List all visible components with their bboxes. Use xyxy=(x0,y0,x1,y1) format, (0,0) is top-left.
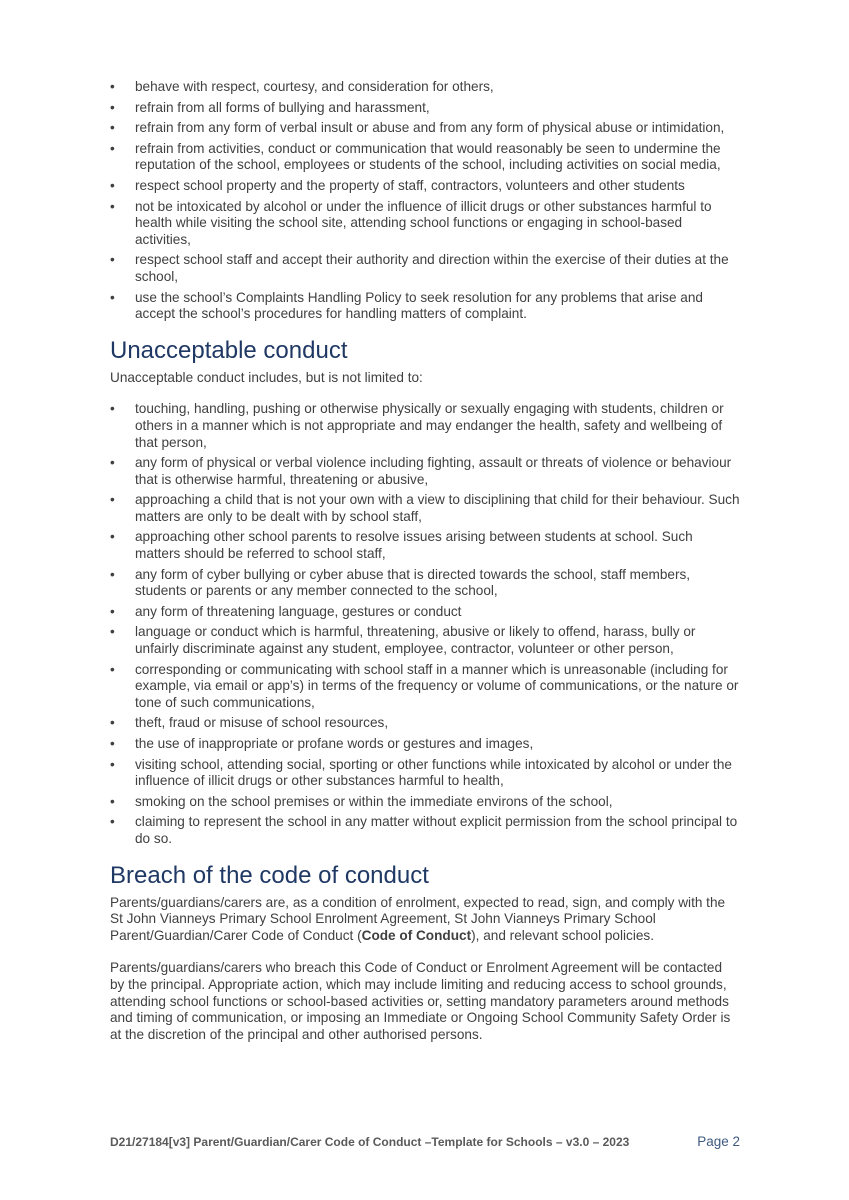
list-item xyxy=(110,529,740,562)
bullet-marker: • xyxy=(110,624,115,640)
bullet-marker: • xyxy=(110,120,115,136)
list-item-text: refrain from any form of verbal insult or abuse and from any form of physical abuse or intimidation, xyxy=(135,120,725,136)
bullet-marker: • xyxy=(110,661,115,677)
bullet-marker: • xyxy=(110,79,115,94)
unacceptable-conduct-heading: Unacceptable conduct xyxy=(110,336,348,364)
list-item-text: any form of cyber bullying or cyber abuse that is directed towards the school, staff members, students or parents or any member connected to the school, xyxy=(135,566,691,599)
list-item-text: the use of inappropriate or profane words or gestures and images, xyxy=(135,736,534,751)
bullet-marker: • xyxy=(110,198,115,214)
list-item xyxy=(110,736,740,753)
list-item xyxy=(110,141,740,174)
bullet-marker: • xyxy=(110,289,115,305)
list-item xyxy=(110,455,740,488)
breach-paragraph-1-pre: Parents/guardians/carers are, as a condition of enrolment, expected to read, sign, and comply with the St John Vianneys Primary School Enrolment Agreement, St John Vianneys Primary School Parent/Guardian/Carer Code of Conduct ( xyxy=(110,894,726,943)
list-item xyxy=(110,794,740,811)
list-item xyxy=(110,604,740,621)
list-item-text: refrain from all forms of bullying and harassment, xyxy=(135,99,430,115)
breach-paragraph-1 xyxy=(110,895,740,945)
list-item xyxy=(110,624,740,657)
list-item-text: language or conduct which is harmful, threatening, abusive or likely to offend, harass, bully or unfairly discriminate against any student, employee, contractor, volunteer or other person, xyxy=(135,624,696,657)
footer-document-reference: D21/27184[v3] Parent/Guardian/Carer Code of Conduct –Template for Schools – v3.0 – 2023 xyxy=(110,1135,630,1149)
list-item xyxy=(110,814,740,847)
list-item xyxy=(110,567,740,600)
unacceptable-conduct-lead: Unacceptable conduct includes, but is not limited to: xyxy=(110,369,423,385)
bullet-marker: • xyxy=(110,99,115,115)
list-item-text: claiming to represent the school in any matter without explicit permission from the school principal to do so. xyxy=(135,814,738,846)
list-item-text: refrain from activities, conduct or communication that would reasonably be seen to undermine the reputation of the school, employees or students of the school, including activities on social media, xyxy=(135,140,721,173)
list-item-text: corresponding or communicating with school staff in a manner which is unreasonable (including for example, via email or app’s) in terms of the frequency or volume of communications, or the nature or tone of such communications, xyxy=(135,661,739,710)
list-item-text: touching, handling, pushing or otherwise physically or sexually engaging with students, children or others in a manner which is not appropriate and may endanger the health, safety and wellbeing of that person, xyxy=(135,401,724,450)
bullet-marker: • xyxy=(110,252,115,268)
bullet-marker: • xyxy=(110,603,115,619)
bullet-marker: • xyxy=(110,401,115,417)
breach-paragraph-2: Parents/guardians/carers who breach this Code of Conduct or Enrolment Agreement will be contacted by the principal. Appropriate action, which may include limiting and reducing access to school grounds, attending school functions or school-based activities or, setting mandatory parameters around methods and timing of communication, or imposing an Immediate or Ongoing School Community Safety Order is at the discretion of the principal and other authorised persons. xyxy=(110,960,731,1042)
list-item-text: respect school staff and accept their authority and direction within the exercise of their duties at the school, xyxy=(135,252,729,284)
bullet-marker: • xyxy=(110,814,115,830)
list-item xyxy=(110,662,740,712)
breach-heading: Breach of the code of conduct xyxy=(110,861,429,889)
unacceptable-conduct-bullet-list xyxy=(110,401,740,847)
list-item xyxy=(110,492,740,525)
bullet-marker: • xyxy=(110,140,115,156)
list-item-text: respect school property and the property of staff, contractors, volunteers and other students xyxy=(135,177,685,193)
bullet-marker: • xyxy=(110,756,115,772)
bullet-marker: • xyxy=(110,715,115,731)
list-item-text: smoking on the school premises or within the immediate environs of the school, xyxy=(135,793,613,809)
list-item-text: any form of threatening language, gestures or conduct xyxy=(135,603,462,619)
bullet-marker: • xyxy=(110,177,115,193)
list-item xyxy=(110,100,740,117)
list-item xyxy=(110,757,740,790)
bullet-marker: • xyxy=(110,455,115,471)
list-item-text: theft, fraud or misuse of school resources, xyxy=(135,715,389,731)
page-footer xyxy=(110,1134,740,1150)
list-item xyxy=(110,715,740,732)
list-item-text: visiting school, attending social, sporting or other functions while intoxicated by alcohol or under the influence of illicit drugs or other substances harmful to health, xyxy=(135,756,732,789)
list-item-text: behave with respect, courtesy, and consideration for others, xyxy=(135,79,494,94)
list-item-text: approaching a child that is not your own with a view to disciplining that child for their behaviour. Such matters are only to be dealt with by school staff, xyxy=(135,492,740,524)
list-item xyxy=(110,199,740,249)
bullet-marker: • xyxy=(110,736,115,751)
list-item-text: not be intoxicated by alcohol or under the influence of illicit drugs or other substances harmful to health while visiting the school site, attending school functions or engaging in school-based activities, xyxy=(135,198,712,247)
bullet-marker: • xyxy=(110,793,115,809)
list-item xyxy=(110,290,740,323)
expected-conduct-bullet-list xyxy=(110,79,740,323)
list-item xyxy=(110,79,740,96)
list-item xyxy=(110,178,740,195)
bullet-marker: • xyxy=(110,492,115,508)
list-item-text: use the school’s Complaints Handling Policy to seek resolution for any problems that arise and accept the school’s procedures for handling matters of complaint. xyxy=(135,289,703,322)
page-number: Page 2 xyxy=(697,1134,740,1149)
list-item xyxy=(110,252,740,285)
list-item xyxy=(110,120,740,137)
list-item-text: any form of physical or verbal violence including fighting, assault or threats of violence or behaviour that is otherwise harmful, threatening or abusive, xyxy=(135,455,732,487)
breach-paragraph-1-post: ), and relevant school policies. xyxy=(471,927,654,943)
bullet-marker: • xyxy=(110,566,115,582)
bullet-marker: • xyxy=(110,529,115,545)
code-of-conduct-bold-term: Code of Conduct xyxy=(361,927,472,943)
list-item xyxy=(110,401,740,451)
list-item-text: approaching other school parents to resolve issues arising between students at school. Such matters should be referred to school staff, xyxy=(135,529,693,562)
